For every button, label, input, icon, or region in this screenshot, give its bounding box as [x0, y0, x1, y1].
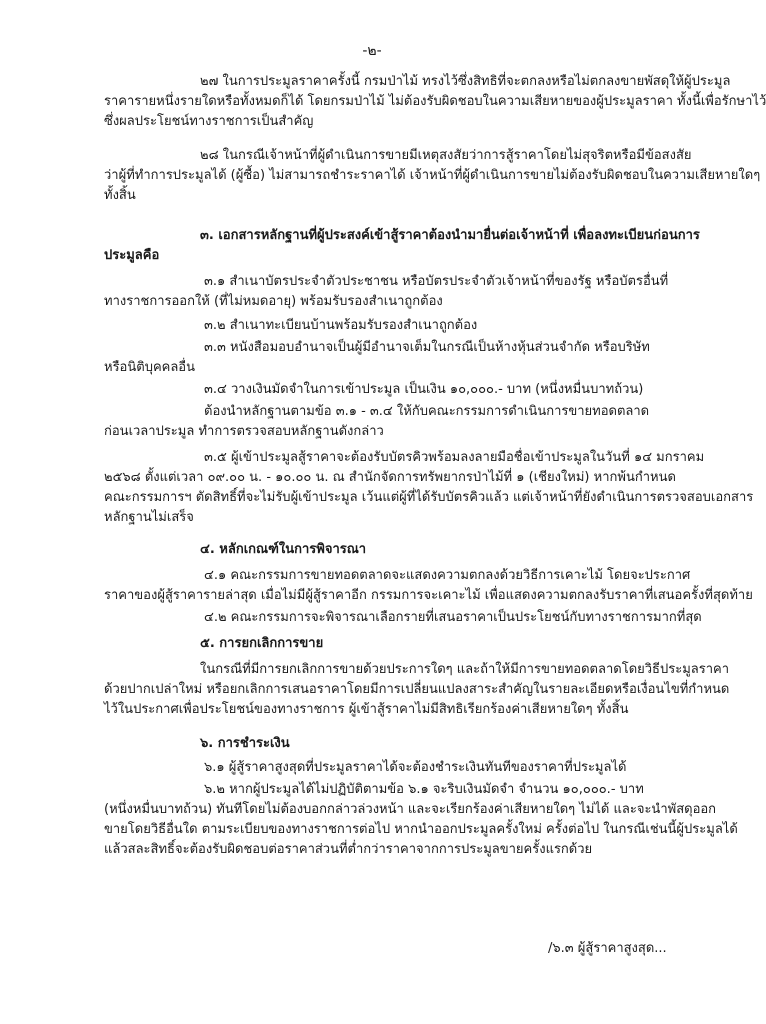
text-line: ทางราชการออกให้ (ที่ไม่หมดอายุ) พร้อมรับรองสำเนาถูกต้อง [104, 294, 443, 309]
text-line: ไว้ในประกาศเพื่อประโยชน์ของทางราชการ ผู้เข้าสู้ราคาไม่มีสิทธิเรียกร้องค่าเสียหายใดๆ ทั้งสิ้น [104, 702, 629, 717]
text-line: ๓. เอกสารหลักฐานที่ผู้ประสงค์เข้าสู้ราคาต้องนำมายื่นต่อเจ้าหน้าที่ เพื่อลงทะเบียนก่อนการ [200, 228, 700, 243]
text-line: ๓.๑ สำเนาบัตรประจำตัวประชาชน หรือบัตรประจำตัวเจ้าหน้าที่ของรัฐ หรือบัตรอื่นที่ [204, 274, 669, 289]
text-line: ๒๘ ในกรณีเจ้าหน้าที่ผู้ดำเนินการขายมีเหตุสงสัยว่าการสู้ราคาโดยไม่สุจริตหรือมีข้อสงสัย [200, 148, 692, 163]
text-line: ก่อนเวลาประมูล ทำการตรวจสอบหลักฐานดังกล่าว [104, 424, 384, 439]
clause-3-3 [104, 338, 670, 378]
section-4-heading [104, 540, 670, 560]
text-line: ๕. การยกเลิกการขาย [200, 636, 324, 651]
clause-3-documents [104, 402, 670, 442]
text-line: คณะกรรมการฯ ตัดสิทธิ์ที่จะไม่รับผู้เข้าประมูล เว้นแต่ผู้ที่ได้รับบัตรคิวแล้ว แต่เจ้าหน้าที่ยังดำเนินการตรวจสอบเอกสาร [104, 490, 754, 505]
text-line: ๓.๓ หนังสือมอบอำนาจเป็นผู้มีอำนาจเต็มในกรณีเป็นห้างหุ้นส่วนจำกัด หรือบริษัท [204, 340, 650, 355]
text-line: ต้องนำหลักฐานตามข้อ ๓.๑ - ๓.๔ ให้กับคณะกรรมการดำเนินการขายทอดตลาด [204, 404, 650, 419]
text-line: ๖.๑ ผู้สู้ราคาสูงสุดที่ประมูลราคาได้จะต้องชำระเงินทันทีของราคาที่ประมูลได้ [204, 760, 627, 775]
clause-6-1 [104, 758, 670, 778]
text-line: ๔.๑ คณะกรรมการขายทอดตลาดจะแสดงความตกลงด้วยวิธีการเคาะไม้ โดยจะประกาศ [204, 568, 691, 583]
clause-27 [104, 72, 766, 132]
clause-3-2 [104, 316, 670, 336]
text-line: หลักฐานไม่เสร็จ [104, 510, 194, 525]
text-line: แล้วสละสิทธิ์จะต้องรับผิดชอบต่อราคาส่วนที่ต่ำกว่าราคาจากการประมูลขายครั้งแรกด้วย [104, 842, 593, 857]
text-line: หรือนิติบุคคลอื่น [104, 360, 195, 375]
continuation-note: /๖.๓ ผู้สู้ราคาสูงสุด... [548, 941, 667, 956]
text-line: ๒๕๖๘ ตั้งแต่เวลา ๐๙.๐๐ น. - ๑๐.๐๐ น. ณ สำนักจัดการทรัพยากรป่าไม้ที่ ๑ (เชียงใหม่) หากพ้นกำหนด [104, 470, 676, 485]
section-3-heading [104, 226, 700, 266]
text-line: ๓.๒ สำเนาทะเบียนบ้านพร้อมรับรองสำเนาถูกต้อง [204, 318, 478, 333]
text-line: ซึ่งผลประโยชน์ทางราชการเป็นสำคัญ [104, 114, 314, 129]
section-6-heading [104, 734, 670, 754]
clause-6-2 [104, 780, 738, 860]
clause-3-4 [104, 380, 670, 400]
text-line: ราคาของผู้สู้ราคารายล่าสุด เมื่อไม่มีผู้สู้ราคาอีก กรรมการจะเคาะไม้ เพื่อแสดงความตกลงรับราคาที่เสนอครั้งที่สุดท้าย [104, 588, 753, 603]
text-line: ด้วยปากเปล่าใหม่ หรือยกเลิกการเสนอราคาโดยมีการเปลี่ยนแปลงสาระสำคัญในรายละเอียดหรือเงื่อนไขที่กำหนด [104, 682, 730, 697]
text-line: ๓.๕ ผู้เข้าประมูลสู้ราคาจะต้องรับบัตรคิวพร้อมลงลายมือชื่อเข้าประมูลในวันที่ ๑๔ มกราคม [204, 450, 705, 465]
text-line: ๖.๒ หากผู้ประมูลได้ไม่ปฏิบัติตามข้อ ๖.๑ จะริบเงินมัดจำ จำนวน ๑๐,๐๐๐.- บาท [204, 782, 644, 797]
text-line: ๒๗ ในการประมูลราคาครั้งนี้ กรมป่าไม้ ทรงไว้ซึ่งสิทธิที่จะตกลงหรือไม่ตกลงขายพัสดุให้ผู้ประมูล [200, 74, 731, 89]
clause-4-1 [104, 566, 753, 606]
text-line: ราคารายหนึ่งรายใดหรือทั้งหมดก็ได้ โดยกรมป่าไม้ ไม่ต้องรับผิดชอบในความเสียหายของผู้ประมูลราคา ทั้งนี้เพื่อรักษาไว้ [104, 94, 766, 109]
text-line: ๔. หลักเกณฑ์ในการพิจารณา [200, 542, 367, 557]
text-line: ๓.๔ วางเงินมัดจำในการเข้าประมูล เป็นเงิน ๑๐,๐๐๐.- บาท (หนึ่งหมื่นบาทถ้วน) [204, 382, 644, 397]
section-5-heading [104, 634, 670, 654]
text-line: ประมูลคือ [104, 248, 160, 263]
clause-28 [104, 146, 761, 206]
clause-4-2 [104, 608, 702, 628]
clause-3-5 [104, 448, 754, 528]
text-line: ขายโดยวิธีอื่นใด ตามระเบียบของทางราชการต่อไป หากนำออกประมูลครั้งใหม่ ครั้งต่อไป ในกรณีเช่นนี้ผู้ประมูลได้ [104, 822, 738, 837]
text-line: ๔.๒ คณะกรรมการจะพิจารณาเลือกรายที่เสนอราคาเป็นประโยชน์กับทางราชการมากที่สุด [204, 610, 702, 625]
text-line: ทั้งสิ้น [104, 188, 136, 203]
clause-3-1 [104, 272, 670, 312]
page-number: -๒- [362, 43, 382, 59]
text-line: (หนึ่งหมื่นบาทถ้วน) ทันทีโดยไม่ต้องบอกกล่าวล่วงหน้า และจะเรียกร้องค่าเสียหายใดๆ ไม่ได้ และจะนำพัสดุออก [104, 802, 717, 817]
section-5-body [104, 660, 730, 720]
text-line: ในกรณีที่มีการยกเลิกการขายด้วยประการใดๆ และถ้าให้มีการขายทอดตลาดโดยวิธีประมูลราคา [200, 662, 730, 677]
text-line: ๖. การชำระเงิน [200, 736, 290, 751]
text-line: ว่าผู้ที่ทำการประมูลได้ (ผู้ซื้อ) ไม่สามารถชำระราคาได้ เจ้าหน้าที่ผู้ดำเนินการขายไม่ต้องรับผิดชอบในความเสียหายใดๆ [104, 168, 761, 183]
